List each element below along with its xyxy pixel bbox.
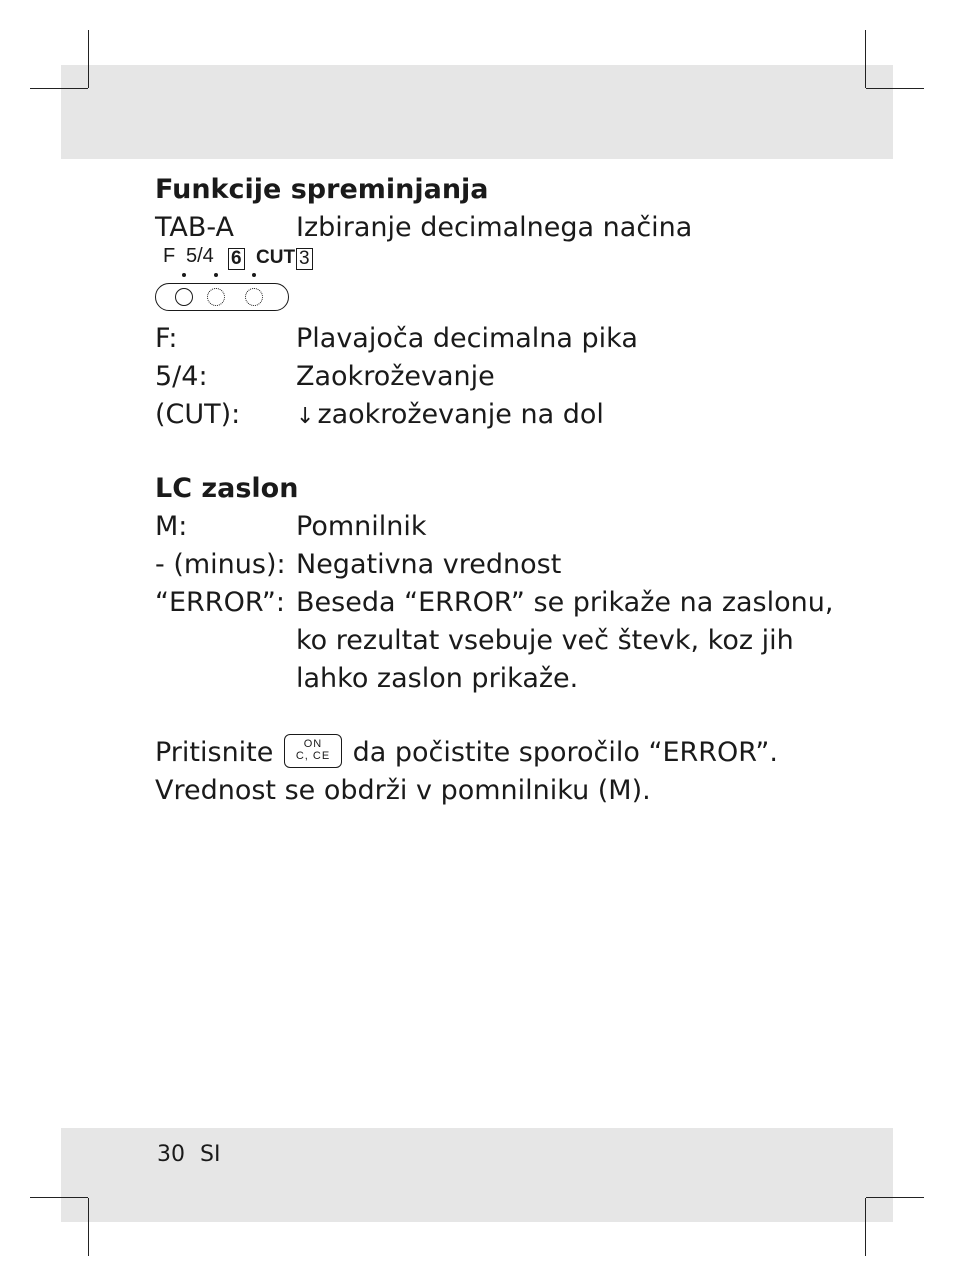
switch-label-6: 6 <box>228 248 245 270</box>
switch-label-f: F <box>163 245 176 267</box>
definition-term: “ERROR”: <box>155 587 285 618</box>
page-footer <box>157 1140 220 1170</box>
note-line-1 <box>155 734 778 772</box>
crop-mark-top-left-horizontal <box>30 88 88 89</box>
switch-label-cut: CUT <box>256 247 296 268</box>
definition-term: F: <box>155 323 178 354</box>
header-band <box>61 65 893 159</box>
crop-mark-top-right-vertical <box>865 30 866 88</box>
switch-label-3: 3 <box>296 248 313 270</box>
key-label-c-ce: C, CE <box>295 749 331 762</box>
switch-label-6-box <box>228 246 245 270</box>
definition-text-line-2: ko rezultat vsebuje več števk, koz jih <box>296 625 794 656</box>
switch-dot-f <box>182 273 186 277</box>
definition-term: (CUT): <box>155 399 241 430</box>
definition-text: zaokroževanje na dol <box>317 399 604 430</box>
switch-track[interactable] <box>155 283 289 311</box>
crop-mark-bottom-right-vertical <box>865 1198 866 1256</box>
down-arrow-icon: ↓ <box>296 404 315 429</box>
tab-a-definition: Izbiranje decimalnega načina <box>296 212 693 243</box>
switch-label-3-box <box>296 246 313 270</box>
definition-term: M: <box>155 511 188 542</box>
note-before-key: Pritisnite <box>155 737 274 768</box>
on-clear-key[interactable] <box>284 734 342 768</box>
definition-text: Plavajoča decimalna pika <box>296 323 638 354</box>
switch-label-54: 5/4 <box>186 245 214 267</box>
crop-mark-top-left-vertical <box>88 30 89 88</box>
definition-text: Zaokroževanje <box>296 361 495 392</box>
switch-position-f[interactable] <box>175 288 193 306</box>
note-after-key: da počistite sporočilo “ERROR”. <box>352 737 778 768</box>
definition-text: Pomnilnik <box>296 511 427 542</box>
definition-with-arrow <box>296 396 604 436</box>
crop-mark-top-right-horizontal <box>866 88 924 89</box>
switch-position-cut[interactable] <box>245 288 263 306</box>
decimal-mode-switch[interactable] <box>155 240 335 316</box>
switch-position-54[interactable] <box>207 288 225 306</box>
switch-dot-54 <box>214 273 218 277</box>
key-label-on: ON <box>303 737 323 750</box>
page-number: 30 <box>157 1142 185 1167</box>
language-code: SI <box>200 1142 221 1167</box>
crop-mark-bottom-right-horizontal <box>866 1197 924 1198</box>
crop-mark-bottom-left-horizontal <box>30 1197 88 1198</box>
crop-mark-bottom-left-vertical <box>88 1198 89 1256</box>
switch-dot-cut <box>252 273 256 277</box>
definition-text-line-1: Beseda “ERROR” se prikaže na zaslonu, <box>296 587 834 618</box>
definition-term: 5/4: <box>155 361 208 392</box>
section-heading-functions: Funkcije spreminjanja <box>155 174 489 205</box>
tab-a-term: TAB-A <box>155 212 235 243</box>
definition-text-line-3: lahko zaslon prikaže. <box>296 663 579 694</box>
note-line-2: Vrednost se obdrži v pomnilniku (M). <box>155 775 651 806</box>
definition-text: Negativna vrednost <box>296 549 562 580</box>
definition-term: - (minus): <box>155 549 286 580</box>
section-heading-lc-display: LC zaslon <box>155 473 299 504</box>
